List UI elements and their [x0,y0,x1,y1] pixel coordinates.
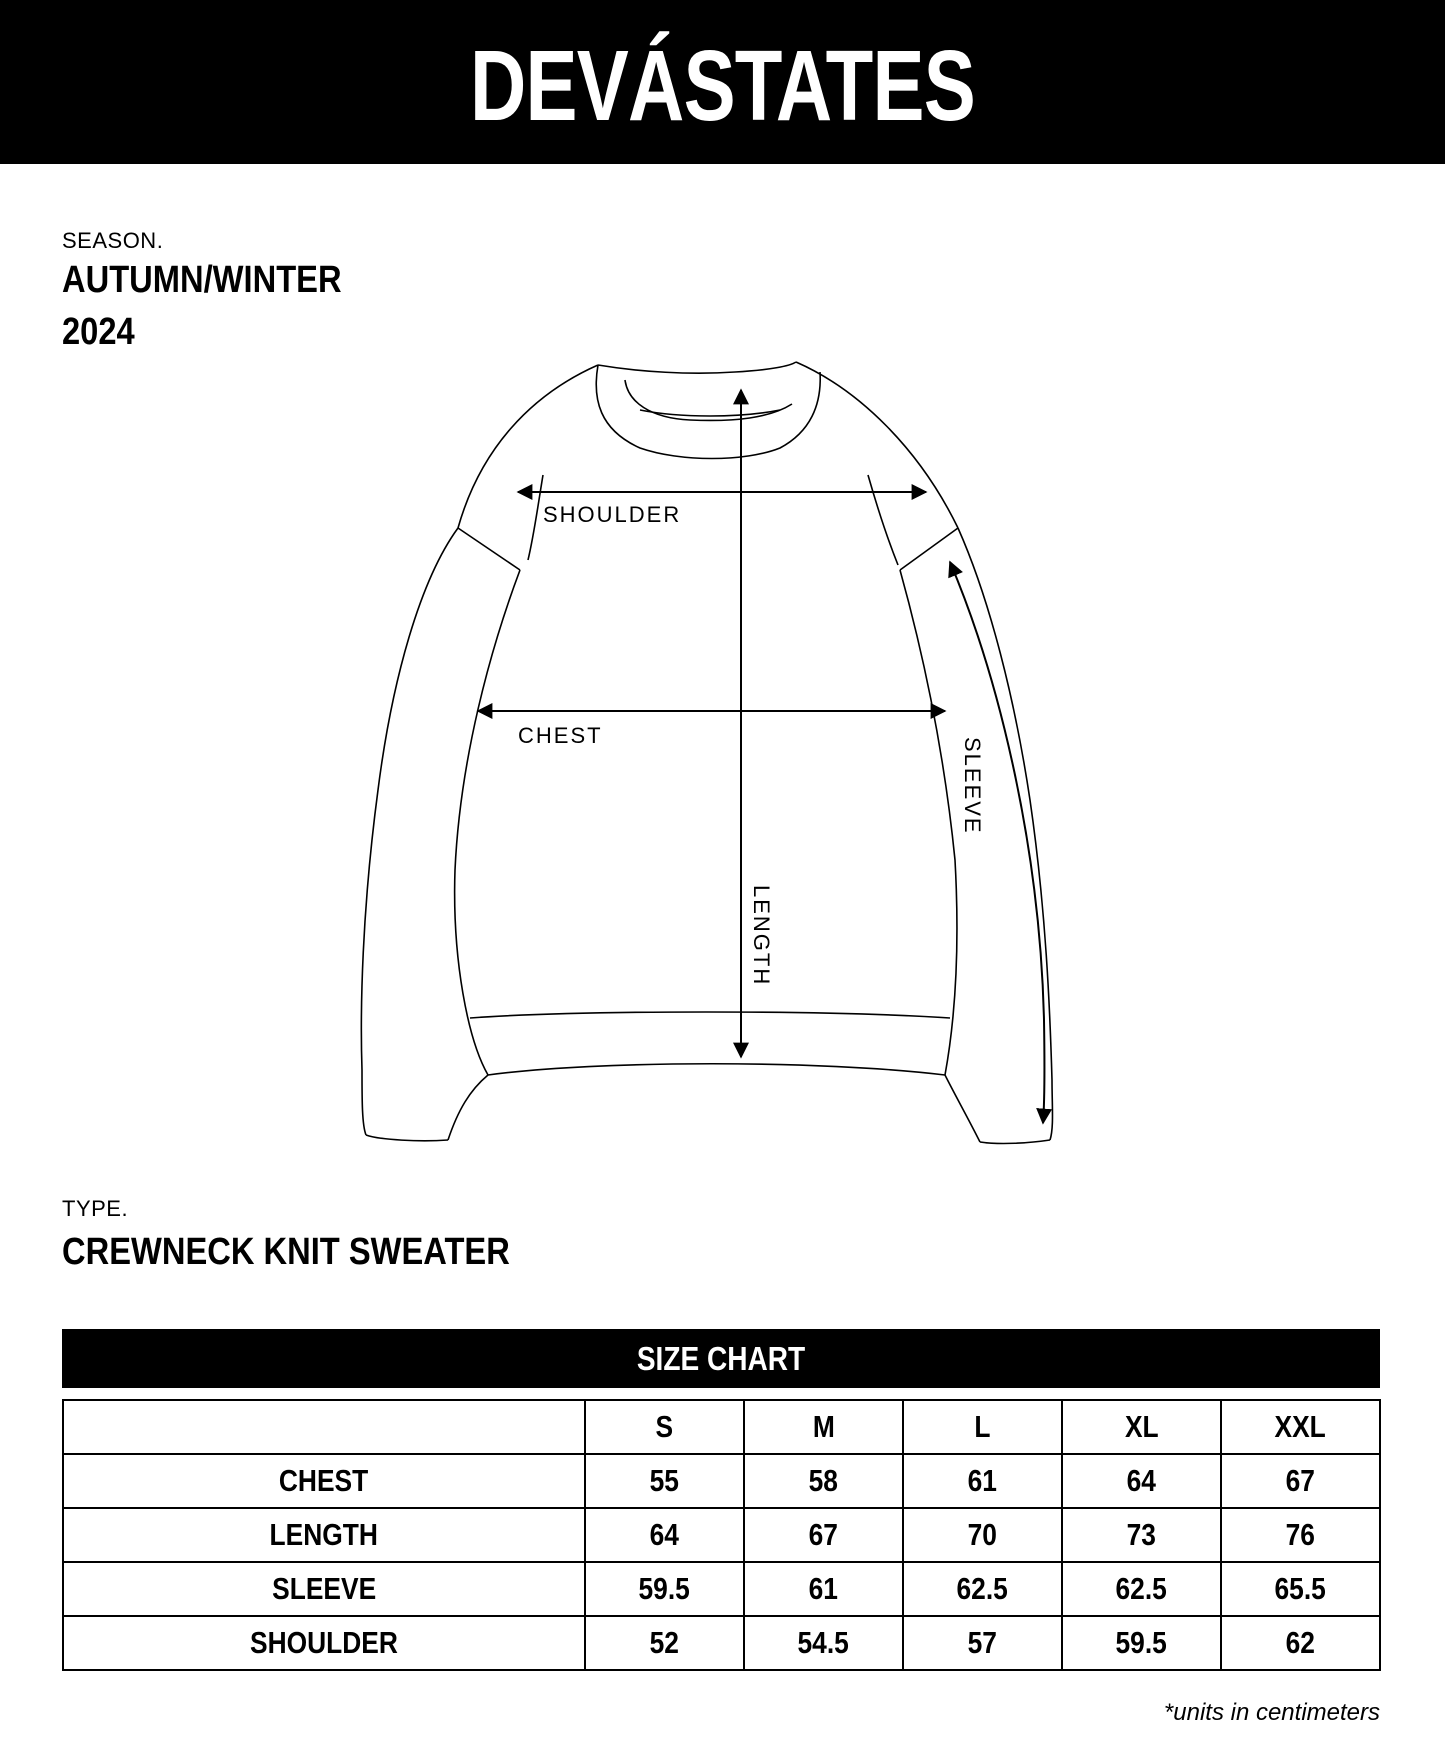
cell-value: 65.5 [1274,1571,1327,1606]
table-row [63,1508,1380,1562]
cell-value: 54.5 [797,1625,850,1660]
cell-value: 64 [1126,1463,1157,1498]
size-column-header: XXL [1274,1409,1327,1444]
sleeve-label: SLEEVE [960,737,985,835]
row-name: CHEST [279,1463,369,1498]
size-column-header: S [655,1409,674,1444]
size-chart-title-bar [62,1329,1380,1388]
cell-value: 76 [1285,1517,1316,1552]
size-column-header: XL [1124,1409,1159,1444]
type-label: TYPE. [62,1196,129,1221]
corner-cell [63,1400,585,1454]
cell-value: 52 [649,1625,680,1660]
shoulder-label: SHOULDER [543,502,682,527]
units-note: *units in centimeters [1163,1699,1380,1726]
sleeve-arrow [950,562,1044,1123]
cell-value: 57 [967,1625,998,1660]
cell-value: 61 [967,1463,998,1498]
table-row [63,1562,1380,1616]
size-chart-table [62,1399,1381,1671]
size-column-header: L [974,1409,991,1444]
sweater-outline [361,362,1052,1143]
cell-value: 62.5 [1115,1571,1168,1606]
cell-value: 55 [649,1463,680,1498]
cell-value: 61 [808,1571,839,1606]
season-label: SEASON. [62,228,164,253]
size-header-row [63,1400,1380,1454]
row-name: SHOULDER [250,1625,398,1660]
cell-value: 73 [1126,1517,1157,1552]
cell-value: 64 [649,1517,680,1552]
size-column-header: M [812,1409,835,1444]
row-name: SLEEVE [272,1571,376,1606]
row-name: LENGTH [269,1517,379,1552]
chest-label: CHEST [518,723,603,748]
cell-value: 67 [1285,1463,1316,1498]
cell-value: 62 [1285,1625,1316,1660]
brand-logo: DEVÁSTATES [469,30,976,142]
cell-value: 59.5 [1115,1625,1168,1660]
cell-value: 59.5 [638,1571,691,1606]
cell-value: 62.5 [956,1571,1009,1606]
season-value: AUTUMN/WINTER [62,259,342,301]
size-chart-title: SIZE CHART [636,1340,806,1377]
table-row [63,1616,1380,1670]
type-value: CREWNECK KNIT SWEATER [62,1231,510,1273]
cell-value: 70 [967,1517,998,1552]
cell-value: 67 [808,1517,839,1552]
season-year: 2024 [62,311,135,353]
length-label: LENGTH [749,885,774,987]
table-row [63,1454,1380,1508]
cell-value: 58 [808,1463,839,1498]
